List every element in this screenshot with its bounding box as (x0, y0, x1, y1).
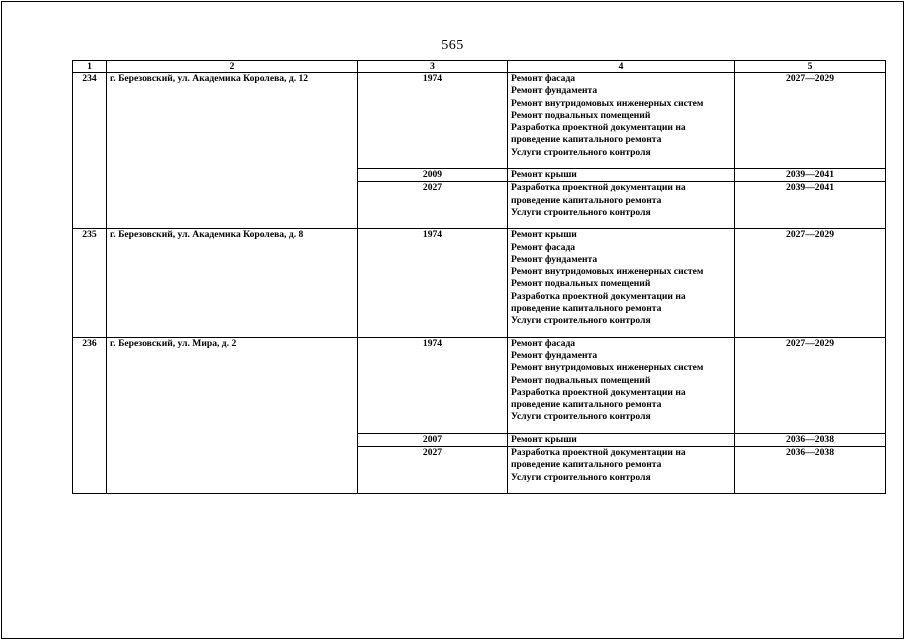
work-item: Ремонт фасада (511, 337, 576, 349)
period-cell: 2027—2029 (735, 73, 886, 169)
works-cell (508, 73, 735, 169)
header-col-3: 3 (358, 61, 508, 73)
period-cell: 2027—2029 (735, 337, 886, 433)
work-item: Услуги строительного контроля (511, 471, 651, 483)
record-number: 236 (73, 337, 107, 493)
works-cell (508, 337, 735, 433)
works-cell (508, 182, 735, 229)
work-item: Разработка проектной документации на (511, 182, 686, 194)
work-item: проведение капитального ремонта (511, 303, 662, 315)
table-row (73, 337, 886, 433)
work-item: Ремонт крыши (511, 169, 577, 181)
table-body (73, 73, 886, 494)
work-item: Услуги строительного контроля (511, 315, 651, 327)
header-col-2: 2 (107, 61, 358, 73)
work-item: Услуги строительного контроля (511, 146, 651, 158)
year-cell: 2027 (358, 447, 508, 494)
works-cell (508, 169, 735, 182)
work-item: Ремонт фундамента (511, 349, 598, 361)
work-item: Ремонт фундамента (511, 85, 598, 97)
record-number: 234 (73, 73, 107, 229)
work-item: проведение капитального ремонта (511, 134, 662, 146)
header-row (73, 61, 886, 73)
work-item: Разработка проектной документации на (511, 122, 686, 134)
works-cell (508, 447, 735, 494)
work-item: Разработка проектной документации на (511, 447, 686, 459)
year-cell: 2027 (358, 182, 508, 229)
year-cell: 1974 (358, 337, 508, 433)
table-row (73, 229, 886, 337)
work-item: Ремонт фасада (511, 73, 576, 84)
year-cell: 2007 (358, 433, 508, 446)
document-page (1, 1, 904, 639)
work-item: проведение капитального ремонта (511, 194, 662, 206)
work-item: Разработка проектной документации на (511, 290, 686, 302)
work-item: проведение капитального ремонта (511, 459, 662, 471)
building-address: г. Березовский, ул. Академика Королева, д. 8 (107, 229, 358, 337)
work-item: Ремонт фундамента (511, 253, 598, 265)
building-address: г. Березовский, ул. Мира, д. 2 (107, 337, 358, 493)
year-cell: 2009 (358, 169, 508, 182)
header-col-1: 1 (73, 61, 107, 73)
work-item: Ремонт внутридомовых инженерных систем (511, 97, 704, 109)
table-row (73, 73, 886, 169)
period-cell: 2036—2038 (735, 447, 886, 494)
header-col-5: 5 (735, 61, 886, 73)
record-number: 235 (73, 229, 107, 337)
building-address: г. Березовский, ул. Академика Королева, д. 12 (107, 73, 358, 229)
period-cell: 2039—2041 (735, 169, 886, 182)
work-item: Разработка проектной документации на (511, 386, 686, 398)
period-cell: 2027—2029 (735, 229, 886, 337)
work-item: Ремонт внутридомовых инженерных систем (511, 362, 704, 374)
year-cell: 1974 (358, 229, 508, 337)
table-header (73, 61, 886, 73)
work-item: Ремонт подвальных помещений (511, 278, 651, 290)
work-item: Ремонт фасада (511, 241, 576, 253)
work-item: Ремонт внутридомовых инженерных систем (511, 266, 704, 278)
work-item: Услуги строительного контроля (511, 411, 651, 423)
period-cell: 2039—2041 (735, 182, 886, 229)
repair-schedule-table (72, 60, 886, 494)
work-item: Ремонт подвальных помещений (511, 374, 651, 386)
works-cell (508, 229, 735, 337)
work-item: Ремонт подвальных помещений (511, 109, 651, 121)
year-cell: 1974 (358, 73, 508, 169)
period-cell: 2036—2038 (735, 433, 886, 446)
work-item: Ремонт крыши (511, 229, 577, 241)
works-cell (508, 433, 735, 446)
page-number: 565 (441, 38, 464, 53)
work-item: Услуги строительного контроля (511, 206, 651, 218)
work-item: Ремонт крыши (511, 433, 577, 445)
header-col-4: 4 (508, 61, 735, 73)
work-item: проведение капитального ремонта (511, 399, 662, 411)
